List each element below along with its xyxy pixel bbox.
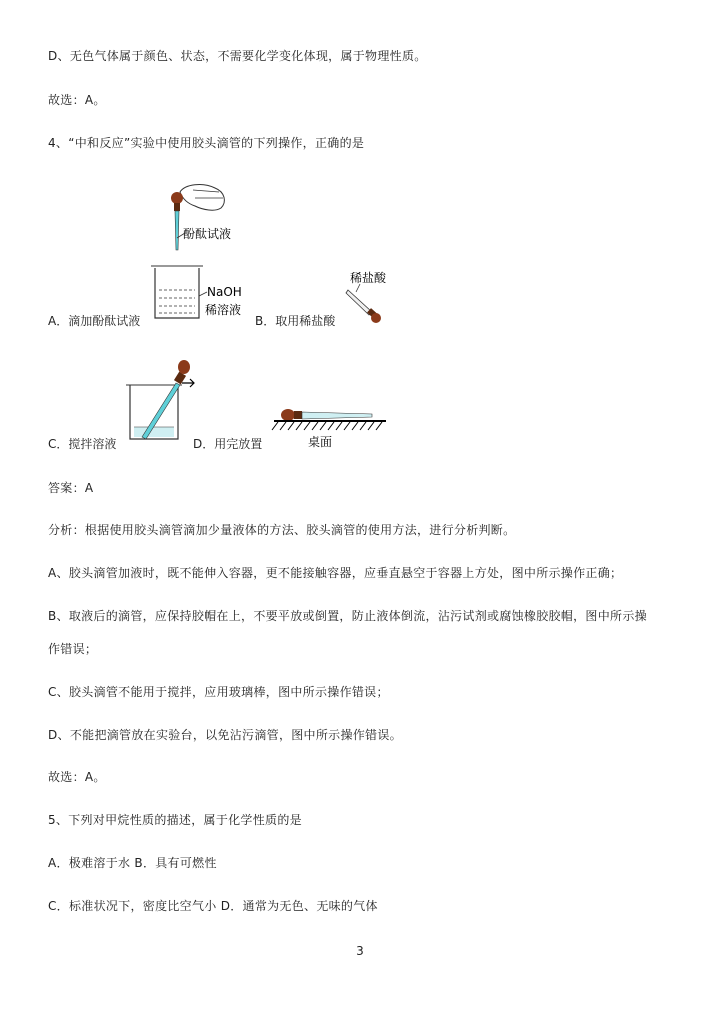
explanation-a: A、胶头滴管加液时，既不能伸入容器，更不能接触容器，应垂直悬空于容器上方处，图中所示操作正确； (48, 566, 623, 580)
text-select-previous: 故选：A。 (48, 93, 106, 107)
analysis-line: 分析：根据使用胶头滴管滴加少量液体的方法、胶头滴管的使用方法，进行分析判断。 (48, 523, 516, 537)
question-5-options-cd: C．标准状况下，密度比空气小 D．通常为无色、无味的气体 (48, 899, 378, 913)
caption-d: D．用完放置 (193, 437, 263, 451)
explanation-d: D、不能把滴管放在实验台，以免沾污滴管，图中所示操作错误。 (48, 728, 402, 742)
label-dilute-hcl: 稀盐酸 (350, 271, 387, 285)
label-table: 桌面 (308, 435, 333, 449)
page-number: 3 (356, 944, 364, 958)
explanation-b-line2: 作错误； (48, 642, 98, 656)
figure-d-dropper-on-table (268, 400, 393, 452)
figure-a-dropper (145, 178, 255, 326)
question-5-options-ab: A．极难溶于水 B．具有可燃性 (48, 856, 217, 870)
caption-c: C．搅拌溶液 (48, 437, 117, 451)
figure-b-dropper (340, 268, 400, 328)
figure-c-stirring (120, 355, 200, 445)
answer-line: 答案：A (48, 481, 94, 495)
caption-a: A．滴加酚酞试液 (48, 314, 141, 328)
explanation-b-line1: B、取液后的滴管，应保持胶帽在上，不要平放或倒置，防止液体倒流，沾污试剂或腐蚀橡胶胶帽，图中所示操 (48, 609, 647, 623)
text-option-d-previous: D、无色气体属于颜色、状态，不需要化学变化体现，属于物理性质。 (48, 49, 427, 63)
select-line: 故选：A。 (48, 770, 106, 784)
label-phenolphthalein: 酚酞试液 (183, 227, 232, 241)
label-naoh: NaOH (207, 285, 242, 299)
question-5: 5、下列对甲烷性质的描述，属于化学性质的是 (48, 813, 302, 827)
label-dilute-solution: 稀溶液 (205, 303, 242, 317)
explanation-c: C、胶头滴管不能用于搅拌，应用玻璃棒，图中所示操作错误； (48, 685, 389, 699)
question-4: 4、“中和反应”实验中使用胶头滴管的下列操作，正确的是 (48, 136, 365, 150)
caption-b: B．取用稀盐酸 (255, 314, 336, 328)
